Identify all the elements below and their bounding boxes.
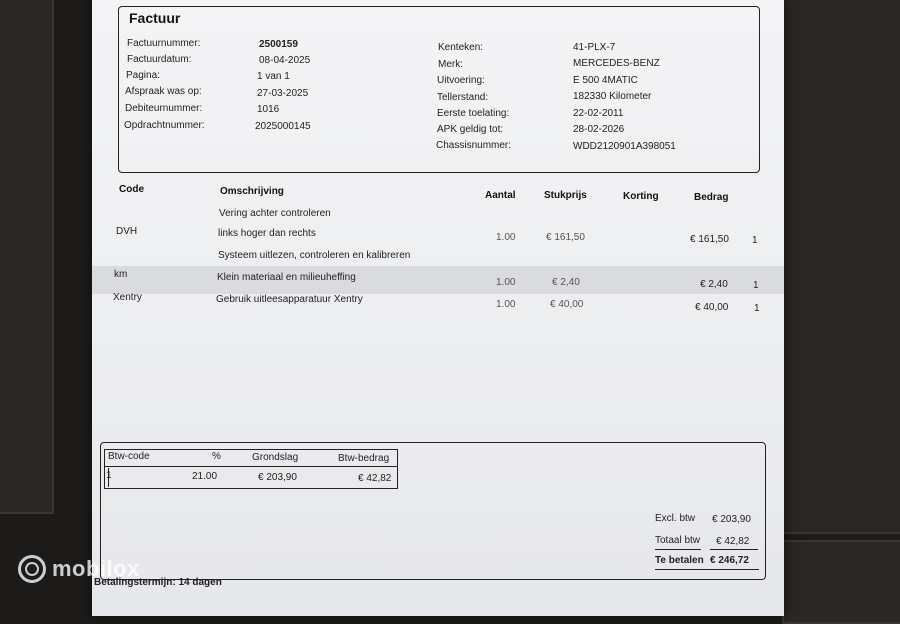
vat-base: € 203,90 (258, 472, 297, 483)
excl-vat-label: Excl. btw (655, 513, 696, 524)
line-amount: € 40,00 (695, 302, 729, 313)
underline (710, 549, 758, 550)
line-amount: € 2,40 (700, 279, 728, 290)
col-header-discount: Korting (623, 191, 659, 202)
field-label: Afspraak was op: (125, 86, 202, 97)
watermark (18, 555, 140, 583)
field-label: Factuurdatum: (127, 54, 192, 65)
debtor-number: 1016 (257, 104, 280, 115)
line-vat-code: 1 (752, 235, 758, 246)
odometer: 182330 Kilometer (573, 91, 652, 102)
field-label: Debiteurnummer: (125, 103, 203, 114)
vehicle-model: E 500 4MATIC (573, 75, 638, 86)
chassis-number: WDD2120901A398051 (573, 141, 676, 152)
floor-tile-left (0, 0, 54, 514)
floor-tile-right (782, 0, 900, 534)
line-unit-price: € 161,50 (546, 232, 585, 243)
col-header-quantity: Aantal (485, 190, 516, 201)
appointment-date: 27-03-2025 (257, 88, 309, 99)
line-code: km (114, 269, 128, 280)
floor-tile-bottom-right (782, 540, 900, 624)
highlight-band (92, 266, 784, 294)
line-quantity: 1.00 (496, 299, 516, 310)
vehicle-make: MERCEDES-BENZ (573, 58, 660, 69)
col-header-unit-price: Stukprijs (544, 190, 587, 201)
field-label: Tellerstand: (437, 92, 489, 103)
line-description: Gebruik uitleesapparatuur Xentry (216, 294, 363, 305)
line-unit-price: € 2,40 (552, 277, 580, 288)
field-label: Pagina: (126, 70, 160, 81)
vat-table-divider (104, 466, 398, 467)
line-description: Klein materiaal en milieuheffing (217, 272, 356, 283)
invoice-title: Factuur (129, 10, 181, 26)
line-vat-code: 1 (754, 303, 760, 314)
vat-header-base: Grondslag (252, 452, 299, 463)
first-registration: 22-02-2011 (573, 108, 624, 119)
line-code: DVH (116, 226, 138, 237)
line-description: Vering achter controleren (219, 208, 331, 219)
line-code: Xentry (113, 292, 142, 303)
field-label: APK geldig tot: (437, 124, 504, 135)
field-label: Opdrachtnummer: (124, 120, 205, 131)
col-header-description: Omschrijving (220, 186, 284, 197)
field-label: Kenteken: (438, 42, 484, 53)
order-number: 2025000145 (255, 121, 311, 132)
field-label: Eerste toelating: (437, 108, 510, 119)
field-label: Merk: (438, 59, 463, 70)
mobilox-logo-icon (18, 555, 46, 583)
line-unit-price: € 40,00 (550, 299, 584, 310)
vat-amount: € 42,82 (358, 473, 392, 484)
vat-header-amount: Btw-bedrag (338, 453, 390, 464)
line-vat-code: 1 (753, 280, 759, 291)
field-label: Uitvoering: (437, 75, 485, 86)
underline (655, 569, 759, 570)
line-amount: € 161,50 (690, 234, 729, 245)
invoice-number: 2500159 (259, 39, 298, 50)
pay-value: € 246,72 (710, 555, 749, 566)
field-label: Factuurnummer: (127, 38, 201, 49)
total-vat-label: Totaal btw (655, 535, 701, 546)
line-description: links hoger dan rechts (218, 228, 316, 239)
page-number: 1 van 1 (257, 71, 290, 82)
vat-percent: 21.00 (192, 471, 218, 482)
line-quantity: 1.00 (496, 277, 516, 288)
invoice-sheet (92, 0, 784, 616)
line-description: Systeem uitlezen, controleren en kalibreren (218, 250, 411, 261)
apk-valid-until: 28-02-2026 (573, 124, 625, 135)
vat-header-percent: % (212, 451, 221, 462)
excl-vat-value: € 203,90 (712, 514, 751, 525)
invoice-date: 08-04-2025 (259, 55, 311, 66)
total-vat-value: € 42,82 (716, 536, 750, 547)
col-header-amount: Bedrag (694, 192, 729, 203)
pay-label: Te betalen (655, 555, 704, 566)
field-label: Chassisnummer: (436, 140, 512, 151)
vat-header-code: Btw-code (108, 451, 150, 462)
line-quantity: 1.00 (496, 232, 516, 243)
license-plate: 41-PLX-7 (573, 42, 616, 53)
underline (655, 549, 701, 550)
vat-code: 1 (106, 470, 112, 481)
watermark-text: mobilox (52, 556, 140, 581)
payment-term: Betalingstermijn: 14 dagen (94, 577, 222, 588)
col-header-code: Code (119, 184, 144, 195)
